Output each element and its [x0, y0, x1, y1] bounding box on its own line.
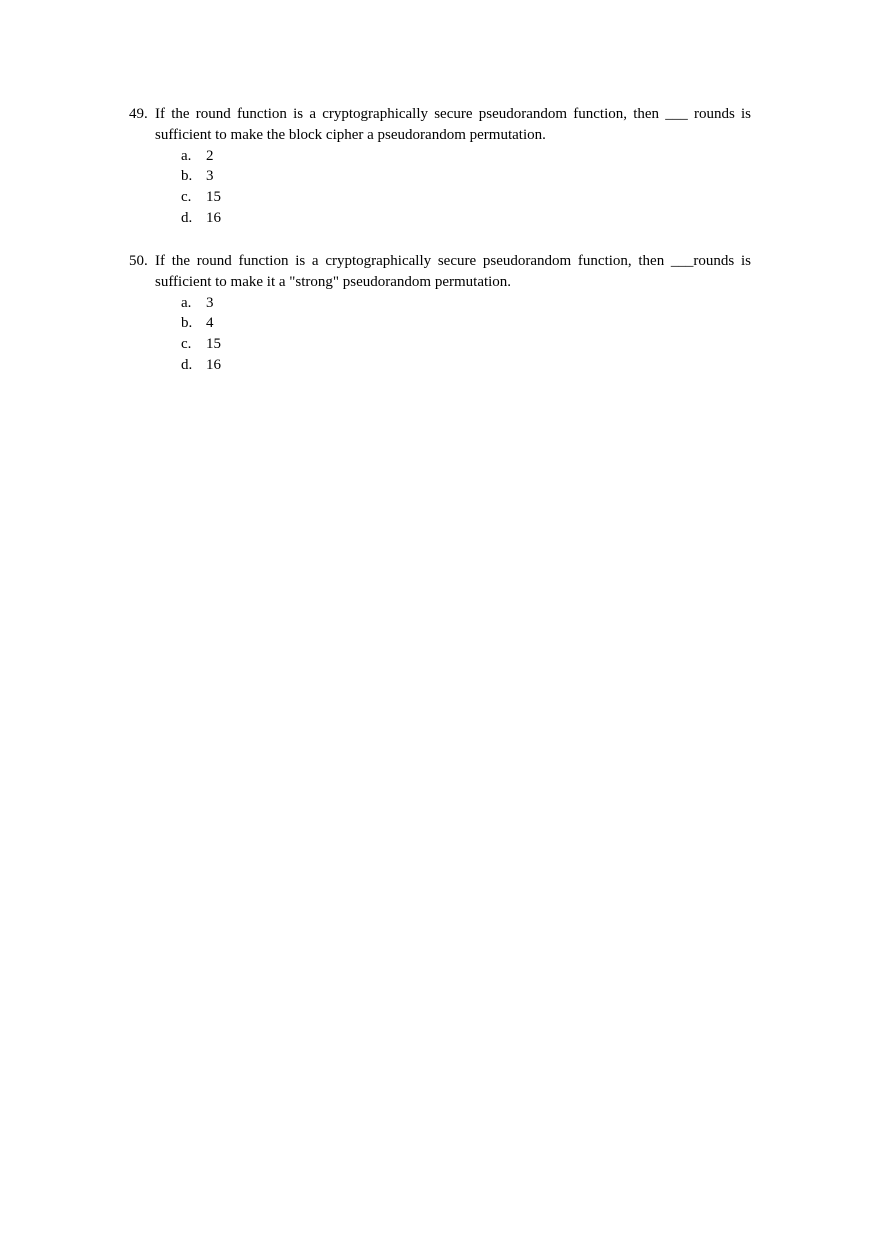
option-letter: b. [181, 315, 193, 332]
answer-options [129, 146, 751, 229]
option-value: 3 [206, 168, 214, 185]
option-d [129, 208, 751, 229]
question-text: If the round function is a cryptographically secure pseudorandom function, then ___ rounds is sufficient to make the block cipher a pseudorandom permutation. [155, 106, 751, 143]
option-c [129, 187, 751, 208]
option-letter: d. [181, 209, 193, 226]
answer-options [129, 293, 751, 376]
option-b [129, 313, 751, 334]
option-letter: c. [181, 335, 192, 352]
option-value: 16 [206, 356, 221, 373]
option-a [129, 293, 751, 314]
option-letter: a. [181, 294, 192, 311]
question-text: If the round function is a cryptographically secure pseudorandom function, then ___rounds is sufficient to make it a "strong" pseudorandom permutation. [155, 253, 751, 290]
question-stem [129, 104, 751, 145]
question-stem [129, 251, 751, 292]
option-letter: b. [181, 168, 193, 185]
question-number: 49. [129, 106, 148, 122]
option-value: 3 [206, 294, 214, 311]
option-value: 2 [206, 147, 214, 164]
option-value: 4 [206, 315, 214, 332]
option-value: 15 [206, 335, 221, 352]
option-d [129, 355, 751, 376]
option-b [129, 166, 751, 187]
option-value: 16 [206, 209, 221, 226]
option-c [129, 334, 751, 355]
option-value: 15 [206, 188, 221, 205]
question-49 [129, 104, 751, 228]
option-letter: a. [181, 147, 192, 164]
option-letter: c. [181, 188, 192, 205]
question-number: 50. [129, 253, 148, 269]
question-50 [129, 251, 751, 375]
option-letter: d. [181, 356, 193, 373]
option-a [129, 146, 751, 167]
